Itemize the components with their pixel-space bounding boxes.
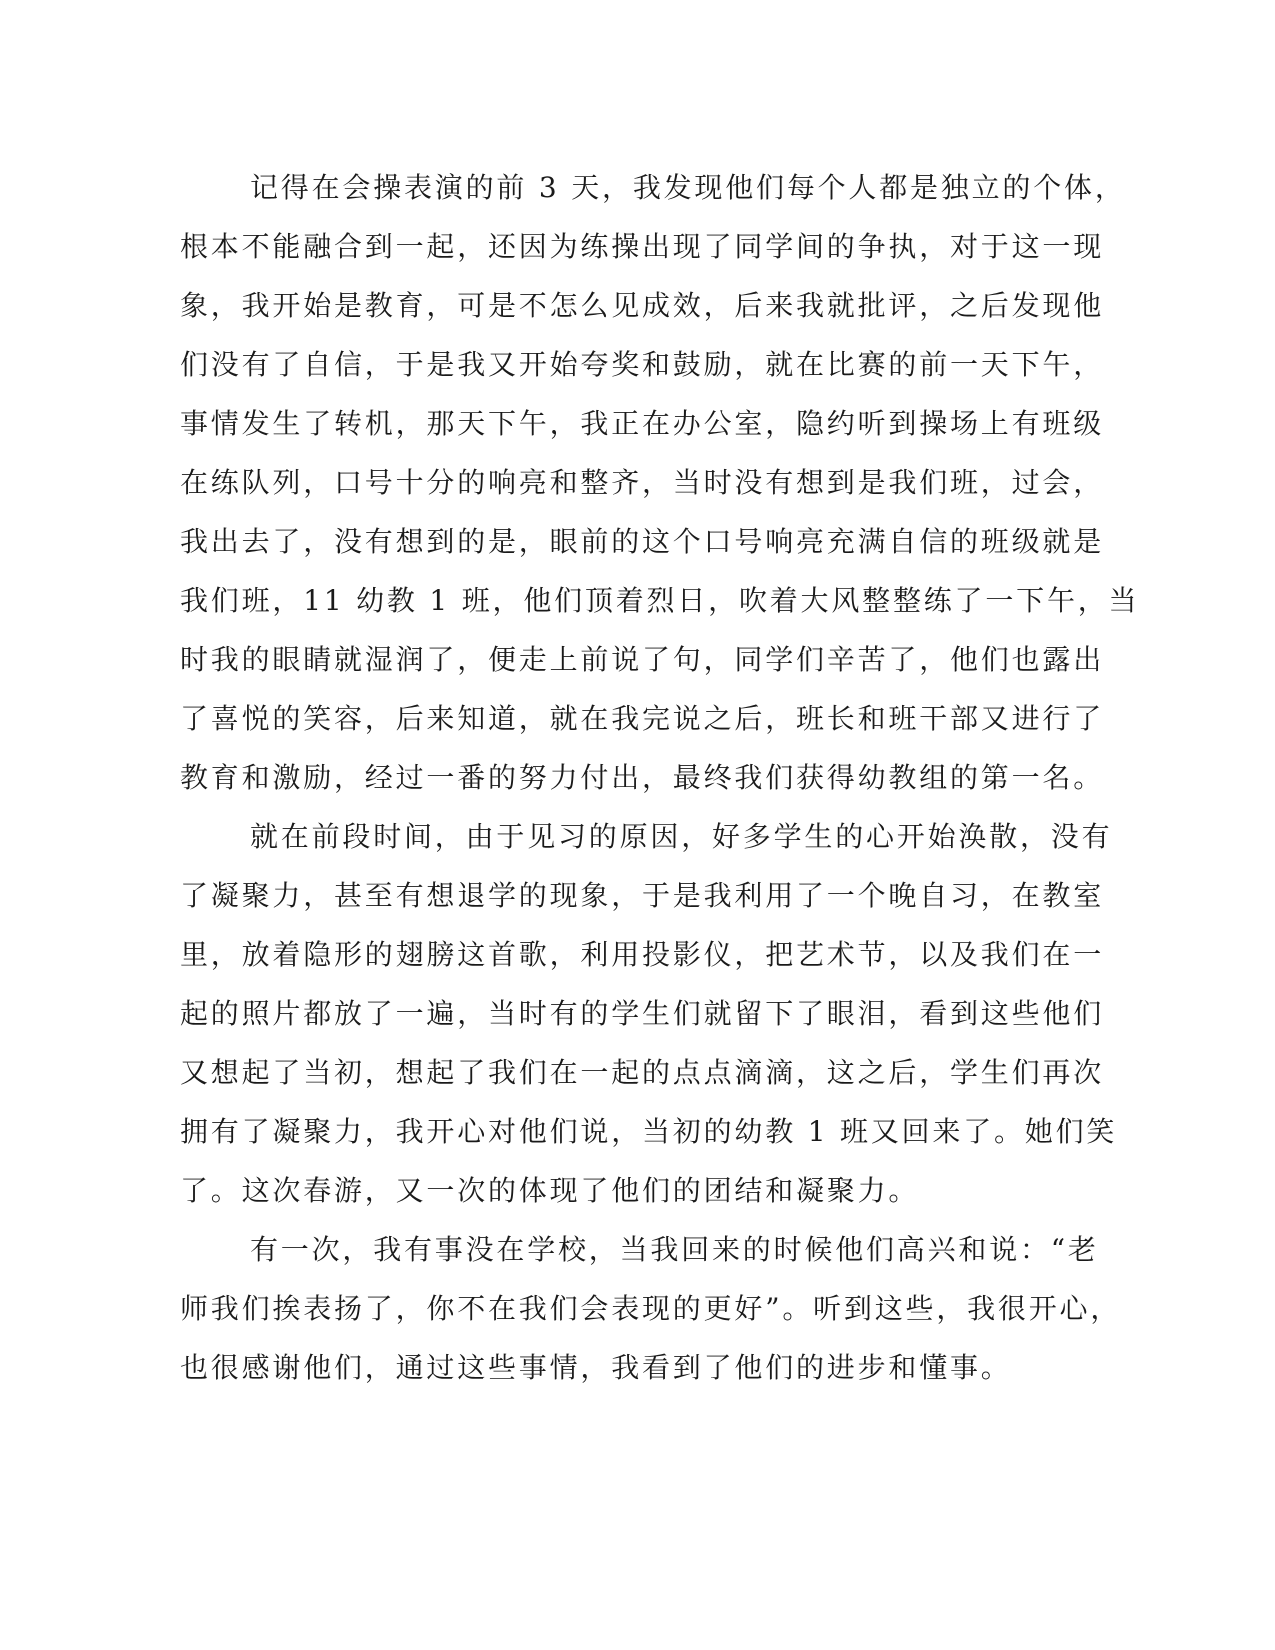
text-line: 也很感谢他们，通过这些事情，我看到了他们的进步和懂事。 <box>180 1351 1012 1384</box>
text-line: 又想起了当初，想起了我们在一起的点点滴滴，这之后，学生们再次 <box>180 1056 1105 1089</box>
text-line: 拥有了凝聚力，我开心对他们说，当初的幼教 1 班又回来了。她们笑 <box>180 1115 1118 1148</box>
text-line: 时我的眼睛就湿润了，便走上前说了句，同学们辛苦了，他们也露出 <box>180 643 1105 676</box>
text-line: 了喜悦的笑容，后来知道，就在我完说之后，班长和班干部又进行了 <box>180 702 1105 735</box>
text-line: 教育和激励，经过一番的努力付出，最终我们获得幼教组的第一名。 <box>180 761 1105 794</box>
text-line: 就在前段时间，由于见习的原因，好多学生的心开始涣散，没有 <box>250 820 1113 853</box>
text-line: 象，我开始是教育，可是不怎么见成效，后来我就批评，之后发现他 <box>180 289 1105 322</box>
text-line: 有一次，我有事没在学校，当我回来的时候他们高兴和说：“老 <box>250 1233 1099 1266</box>
text-line: 事情发生了转机，那天下午，我正在办公室，隐约听到操场上有班级 <box>180 407 1105 440</box>
text-line: 记得在会操表演的前 3 天，我发现他们每个人都是独立的个体， <box>250 171 1126 204</box>
text-line: 我们班，11 幼教 1 班，他们顶着烈日，吹着大风整整练了一下午，当 <box>180 584 1140 617</box>
text-line: 师我们挨表扬了，你不在我们会表现的更好”。听到这些，我很开心， <box>180 1292 1122 1325</box>
text-line: 在练队列，口号十分的响亮和整齐，当时没有想到是我们班，过会， <box>180 466 1105 499</box>
text-line: 根本不能融合到一起，还因为练操出现了同学间的争执，对于这一现 <box>180 230 1105 263</box>
text-line: 起的照片都放了一遍，当时有的学生们就留下了眼泪，看到这些他们 <box>180 997 1105 1030</box>
text-line: 了。这次春游，又一次的体现了他们的团结和凝聚力。 <box>180 1174 920 1207</box>
text-line: 我出去了，没有想到的是，眼前的这个口号响亮充满自信的班级就是 <box>180 525 1105 558</box>
text-line: 们没有了自信，于是我又开始夸奖和鼓励，就在比赛的前一天下午， <box>180 348 1105 381</box>
text-line: 了凝聚力，甚至有想退学的现象，于是我利用了一个晚自习，在教室 <box>180 879 1105 912</box>
text-line: 里，放着隐形的翅膀这首歌，利用投影仪，把艺术节，以及我们在一 <box>180 938 1105 971</box>
